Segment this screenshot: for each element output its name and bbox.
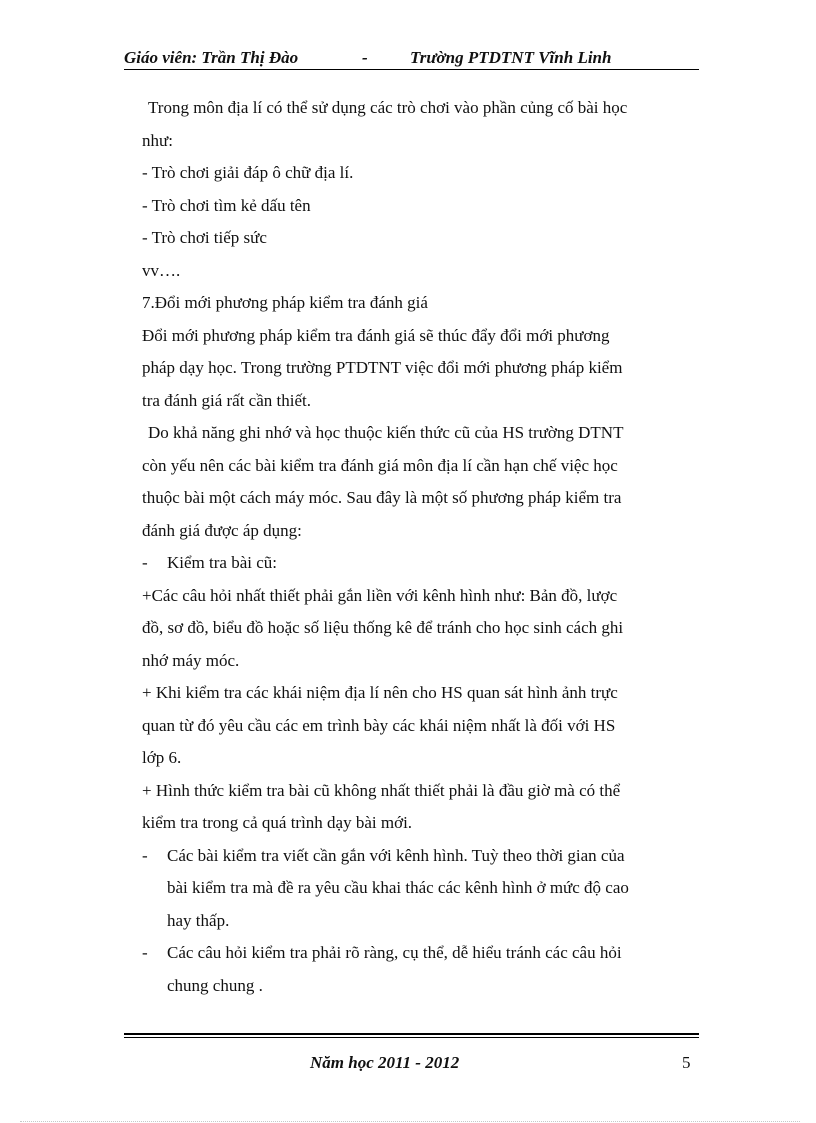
paragraph-line: lớp 6. (142, 748, 182, 767)
paragraph-line: Do khả năng ghi nhớ và học thuộc kiến thức cũ của HS trường DTNT (148, 423, 624, 442)
page-number: 5 (682, 1053, 691, 1072)
bullet-dash: - (142, 943, 148, 962)
header-school: Trường PTDTNT Vĩnh Linh (410, 48, 612, 67)
bullet-item (142, 937, 692, 1002)
bullet-text: bài kiểm tra mà đề ra yêu cầu khai thác các kênh hình ở mức độ cao (167, 878, 629, 897)
bullet-text: Các bài kiểm tra viết cần gắn với kênh hình. Tuỳ theo thời gian của (167, 845, 625, 865)
paragraph-line: + Khi kiểm tra các khái niệm địa lí nên cho HS quan sát hình ảnh trực (142, 683, 618, 702)
paragraph-line: kiểm tra trong cả quá trình dạy bài mới. (142, 813, 413, 832)
paragraph-line: +Các câu hỏi nhất thiết phải gắn liền với kênh hình như: Bản đồ, lược (142, 585, 618, 605)
paragraph-line: đồ, sơ đồ, biểu đồ hoặc số liệu thống kê để tránh cho học sinh cách ghi (142, 618, 624, 637)
paragraph-line: nhớ máy móc. (142, 650, 240, 670)
document-body (142, 92, 692, 1002)
paragraph-line: đánh giá được áp dụng: (142, 520, 302, 540)
footer-school-year: Năm học 2011 - 2012 (310, 1053, 460, 1072)
bullet-dash: - (142, 553, 148, 572)
etc-line: vv…. (142, 260, 181, 280)
header-teacher: Giáo viên: Trần Thị Đào (124, 48, 299, 67)
paragraph-line: tra đánh giá rất cần thiết. (142, 390, 311, 410)
bullet-text: chung chung . (167, 975, 263, 995)
footer-rule (124, 1037, 699, 1038)
section-heading: 7.Đổi mới phương pháp kiểm tra đánh giá (142, 293, 428, 312)
paragraph-line: Trong môn địa lí có thể sử dụng các trò chơi vào phần củng cố bài học (148, 98, 628, 117)
bullet-dash: - (142, 845, 148, 865)
bullet-text: hay thấp. (167, 910, 230, 930)
header-rule (124, 69, 699, 70)
paragraph-line: + Hình thức kiểm tra bài cũ không nhất thiết phải là đầu giờ mà có thể (142, 780, 621, 800)
footer-rule (124, 1033, 699, 1035)
bullet-text: Kiểm tra bài cũ: (167, 553, 277, 572)
paragraph-line: còn yếu nên các bài kiểm tra đánh giá môn địa lí cần hạn chế việc học (142, 455, 618, 475)
game-item: - Trò chơi giải đáp ô chữ địa lí. (142, 163, 354, 182)
game-item: - Trò chơi tiếp sức (142, 228, 267, 247)
game-item: - Trò chơi tìm kẻ dấu tên (142, 195, 311, 215)
paragraph-line: quan từ đó yêu cầu các em trình bày các khái niệm nhất là đối với HS (142, 715, 616, 735)
bullet-text: Các câu hỏi kiểm tra phải rõ ràng, cụ thể, dễ hiểu tránh các câu hỏi (167, 943, 622, 962)
bullet-item (142, 547, 692, 580)
paragraph-line: Đổi mới phương pháp kiểm tra đánh giá sẽ thúc đẩy đổi mới phương (142, 325, 610, 345)
header-separator: - (362, 48, 368, 67)
paragraph-line: như: (142, 130, 173, 150)
page-edge (20, 1121, 800, 1122)
bullet-item (142, 840, 692, 938)
paragraph-line: pháp dạy học. Trong trường PTDTNT việc đổi mới phương pháp kiểm (142, 358, 623, 377)
paragraph-line: thuộc bài một cách máy móc. Sau đây là một số phương pháp kiểm tra (142, 488, 622, 507)
